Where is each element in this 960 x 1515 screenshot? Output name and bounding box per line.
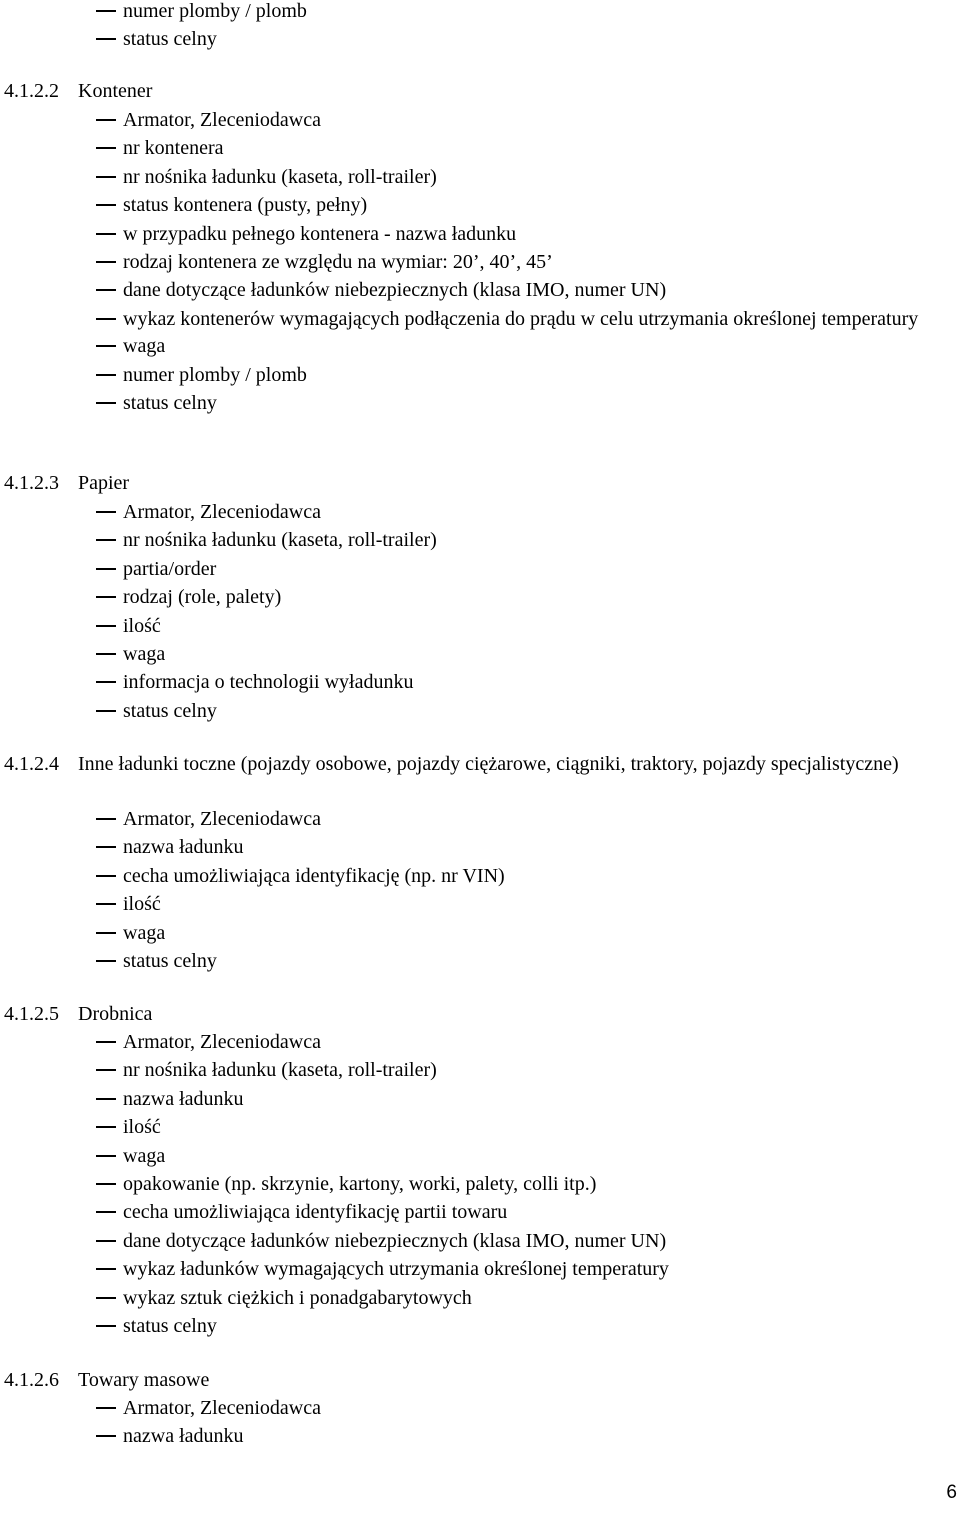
list-item: status celny <box>0 1312 960 1340</box>
dash-bullet <box>96 345 116 347</box>
section-title: Kontener <box>78 80 153 102</box>
dash-bullet <box>96 596 116 598</box>
section-list <box>0 1028 960 1340</box>
dash-bullet <box>96 1407 116 1409</box>
list-item: ilość <box>0 890 960 918</box>
list-item: numer plomby / plomb <box>0 0 960 25</box>
dash-bullet <box>96 511 116 513</box>
list-item: dane dotyczące ładunków niebezpiecznych (klasa IMO, numer UN) <box>0 1227 960 1255</box>
list-item: cecha umożliwiająca identyfikację partii towaru <box>0 1198 960 1226</box>
section-list <box>0 805 960 975</box>
list-item: ilość <box>0 1113 960 1141</box>
dash-bullet <box>96 818 116 820</box>
section-title: Papier <box>78 472 130 494</box>
list-item: waga <box>0 640 960 668</box>
dash-bullet <box>96 402 116 404</box>
dash-bullet <box>96 204 116 206</box>
list-item: partia/order <box>0 555 960 583</box>
dash-bullet <box>96 1435 116 1437</box>
list-item: nazwa ładunku <box>0 1422 960 1450</box>
section-list <box>0 498 960 725</box>
list-item: status kontenera (pusty, pełny) <box>0 191 960 219</box>
list-item: Armator, Zleceniodawca <box>0 106 960 134</box>
list-item: Armator, Zleceniodawca <box>0 805 960 833</box>
dash-bullet <box>96 875 116 877</box>
dash-bullet <box>96 932 116 934</box>
page-number: 6 <box>946 1482 957 1503</box>
list-item: cecha umożliwiająca identyfikację (np. nr VIN) <box>0 862 960 890</box>
list-item: nr nośnika ładunku (kaseta, roll-trailer) <box>0 1056 960 1084</box>
list-item: ilość <box>0 612 960 640</box>
section-title: Inne ładunki toczne (pojazdy osobowe, pojazdy ciężarowe, ciągniki, traktory, pojazdy specjalistyczne) <box>78 753 899 775</box>
section-heading <box>4 1367 960 1394</box>
list-item: informacja o technologii wyładunku <box>0 668 960 696</box>
list-item: Armator, Zleceniodawca <box>0 1394 960 1422</box>
list-item: nr kontenera <box>0 134 960 162</box>
list-item: dane dotyczące ładunków niebezpiecznych (klasa IMO, numer UN) <box>0 276 960 304</box>
list-item: wykaz sztuk ciężkich i ponadgabarytowych <box>0 1284 960 1312</box>
dash-bullet <box>96 1183 116 1185</box>
section-number: 4.1.2.2 <box>4 80 59 102</box>
dash-bullet <box>96 233 116 235</box>
list-item: rodzaj (role, palety) <box>0 583 960 611</box>
dash-bullet <box>96 176 116 178</box>
section-list <box>0 1394 960 1451</box>
dash-bullet <box>96 846 116 848</box>
list-item: numer plomby / plomb <box>0 361 960 389</box>
dash-bullet <box>96 653 116 655</box>
dash-bullet <box>96 147 116 149</box>
list-item: status celny <box>0 389 960 417</box>
list-item: status celny <box>0 25 960 53</box>
dash-bullet <box>96 1069 116 1071</box>
dash-bullet <box>96 119 116 121</box>
dash-bullet <box>96 539 116 541</box>
continued-list <box>0 0 960 54</box>
dash-bullet <box>96 681 116 683</box>
dash-bullet <box>96 1268 116 1270</box>
dash-bullet <box>96 1155 116 1157</box>
list-item: Armator, Zleceniodawca <box>0 498 960 526</box>
dash-bullet <box>96 318 116 320</box>
section-number: 4.1.2.4 <box>4 753 59 775</box>
list-item: wykaz ładunków wymagających utrzymania określonej temperatury <box>0 1255 960 1283</box>
list-item: nr nośnika ładunku (kaseta, roll-trailer) <box>0 526 960 554</box>
dash-bullet <box>96 1098 116 1100</box>
section-number: 4.1.2.3 <box>4 472 59 494</box>
list-item: status celny <box>0 947 960 975</box>
dash-bullet <box>96 1297 116 1299</box>
list-item: w przypadku pełnego kontenera - nazwa ładunku <box>0 220 960 248</box>
dash-bullet <box>96 903 116 905</box>
dash-bullet <box>96 38 116 40</box>
dash-bullet <box>96 960 116 962</box>
section-title: Towary masowe <box>78 1369 210 1391</box>
dash-bullet <box>96 10 116 12</box>
section-number: 4.1.2.6 <box>4 1369 59 1391</box>
dash-bullet <box>96 710 116 712</box>
section-heading <box>4 1001 960 1028</box>
list-item: Armator, Zleceniodawca <box>0 1028 960 1056</box>
section-heading <box>4 78 960 105</box>
dash-bullet <box>96 289 116 291</box>
dash-bullet <box>96 1240 116 1242</box>
list-item: wykaz kontenerów wymagających podłączenia do prądu w celu utrzymania określonej temperatury <box>0 305 960 333</box>
dash-bullet <box>96 261 116 263</box>
dash-bullet <box>96 1041 116 1043</box>
list-item: nazwa ładunku <box>0 1085 960 1113</box>
list-item: waga <box>0 1142 960 1170</box>
section-title: Drobnica <box>78 1003 153 1025</box>
dash-bullet <box>96 625 116 627</box>
section-heading <box>4 751 960 778</box>
list-item: waga <box>0 919 960 947</box>
dash-bullet <box>96 1325 116 1327</box>
list-item: status celny <box>0 697 960 725</box>
dash-bullet <box>96 374 116 376</box>
dash-bullet <box>96 1126 116 1128</box>
list-item: rodzaj kontenera ze względu na wymiar: 20’, 40’, 45’ <box>0 248 960 276</box>
section-list <box>0 106 960 417</box>
dash-bullet <box>96 1211 116 1213</box>
list-item: nr nośnika ładunku (kaseta, roll-trailer) <box>0 163 960 191</box>
dash-bullet <box>96 568 116 570</box>
list-item: nazwa ładunku <box>0 833 960 861</box>
section-heading <box>4 470 960 497</box>
list-item: waga <box>0 332 960 360</box>
list-item: opakowanie (np. skrzynie, kartony, worki, palety, colli itp.) <box>0 1170 960 1198</box>
section-number: 4.1.2.5 <box>4 1003 59 1025</box>
